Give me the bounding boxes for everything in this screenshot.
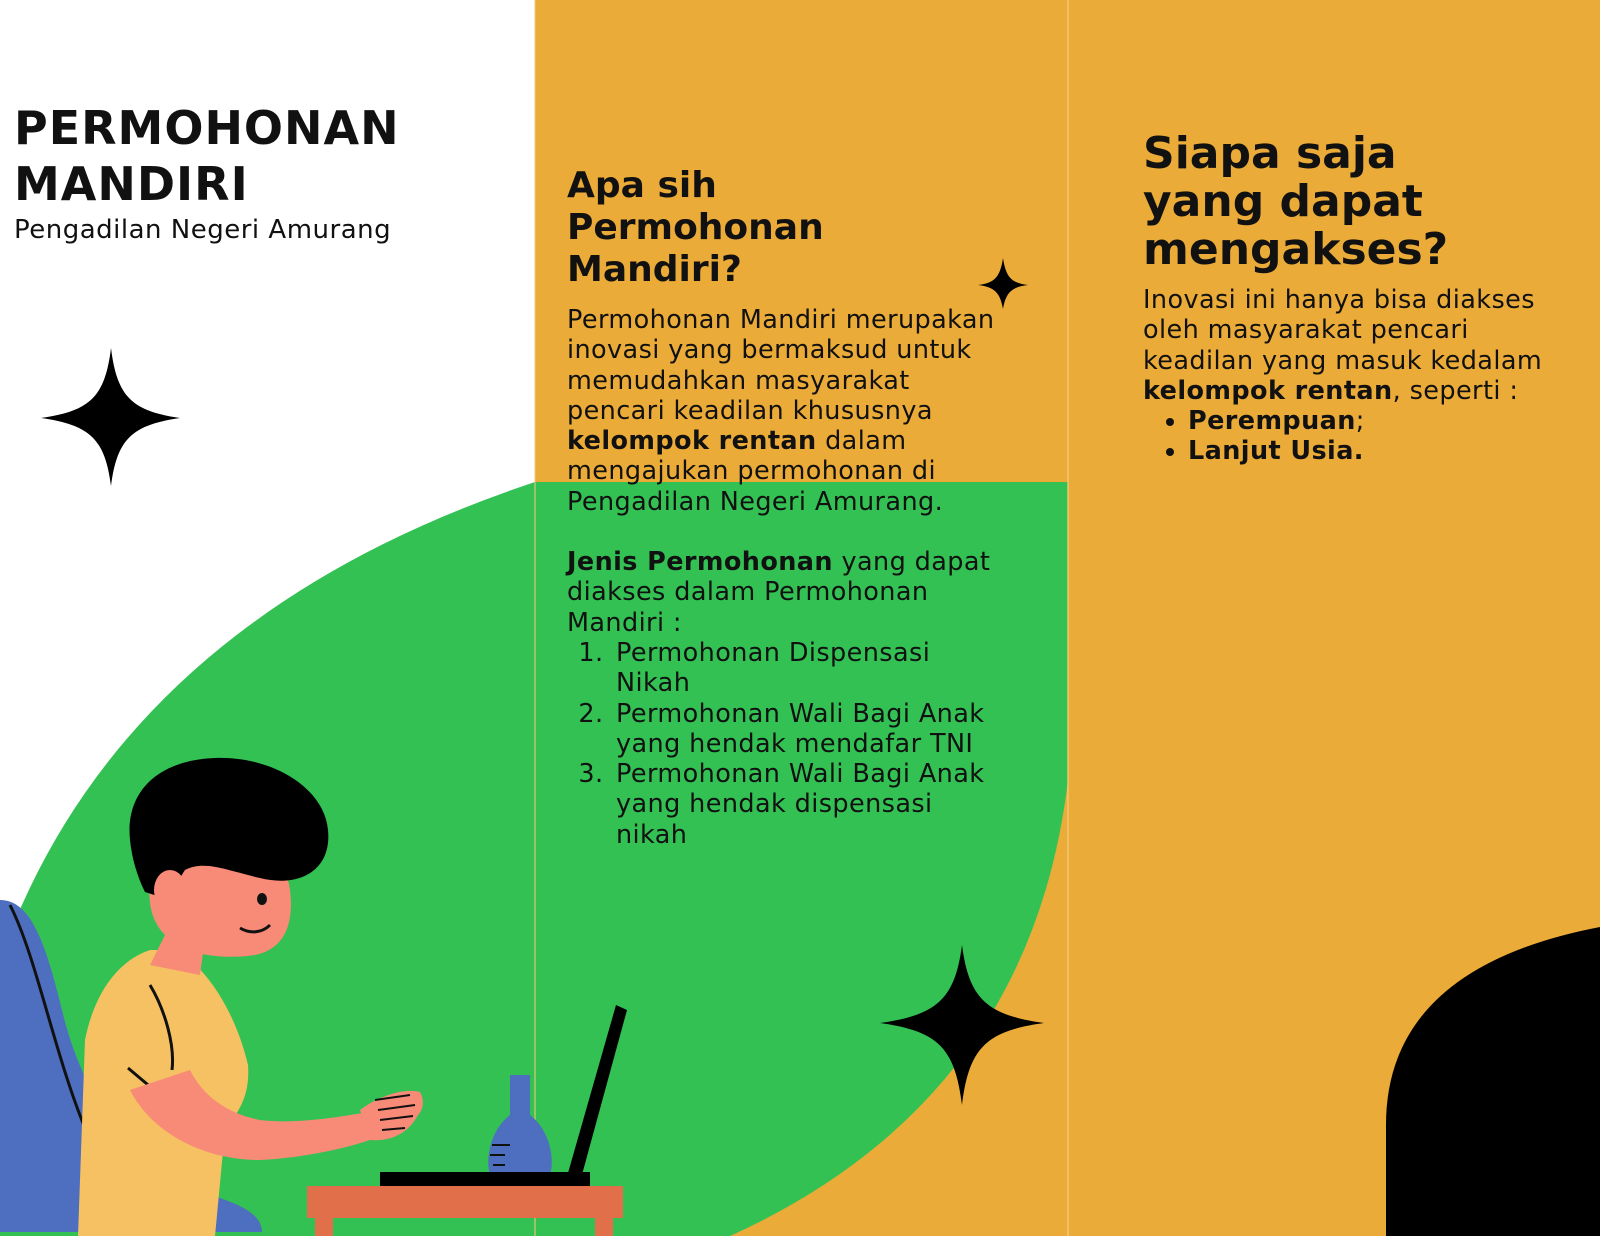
types-paragraph <box>567 547 1007 638</box>
heading-line: Apa sih <box>567 165 717 206</box>
list-item: 3. Permohonan Wali Bagi Anak yang hendak dispensasi nikah <box>612 759 1007 850</box>
access-paragraph <box>1143 285 1573 406</box>
group-label: Perempuan <box>1188 406 1356 437</box>
table-icon <box>307 1186 623 1236</box>
intro-text: Permohonan Mandiri merupakan inovasi yang bermaksud untuk memudahkan masyarakat pencari keadilan khususnya <box>567 305 995 426</box>
heading-line: mengakses? <box>1143 224 1449 275</box>
intro-text-end: dalam mengajukan permohonan di Pengadilan Negeri Amurang. <box>567 426 944 517</box>
what-is-body <box>567 305 1007 850</box>
who-can-access-body <box>1143 285 1573 467</box>
title-line-2: MANDIRI <box>14 157 249 211</box>
court-subtitle: Pengadilan Negeri Amurang <box>14 215 392 245</box>
list-item: 1. Permohonan Dispensasi Nikah <box>612 638 1007 699</box>
access-bold-text: kelompok rentan <box>1143 375 1393 406</box>
intro-bold-text: kelompok rentan <box>567 426 817 457</box>
what-is-heading <box>567 165 987 291</box>
intro-paragraph <box>567 305 1007 517</box>
access-text: Inovasi ini hanya bisa diakses oleh masyarakat pencari keadilan yang masuk kedalam <box>1143 285 1543 376</box>
heading-line: Mandiri? <box>567 249 742 290</box>
brochure-title <box>14 100 534 212</box>
group-suffix: ; <box>1355 406 1365 437</box>
access-text-end: , seperti : <box>1392 375 1519 406</box>
vulnerable-groups-list <box>1143 406 1573 467</box>
types-text: yang dapat diakses dalam Permohonan Mandiri : <box>567 547 991 638</box>
heading-line: yang dapat <box>1143 176 1423 227</box>
vase-icon <box>488 1075 552 1175</box>
list-item: 2. Permohonan Wali Bagi Anak yang hendak mendafar TNI <box>612 699 1007 760</box>
list-item: • Lanjut Usia. <box>1188 436 1573 466</box>
types-bold-text: Jenis Permohonan <box>567 547 833 578</box>
petition-types-list <box>567 638 1007 850</box>
heading-line: Permohonan <box>567 207 824 248</box>
list-item <box>1188 406 1573 436</box>
heading-line: Siapa saja <box>1143 128 1397 179</box>
who-can-access-heading <box>1143 130 1583 274</box>
title-line-1: PERMOHONAN <box>14 101 400 155</box>
boy-figure <box>78 758 423 1236</box>
